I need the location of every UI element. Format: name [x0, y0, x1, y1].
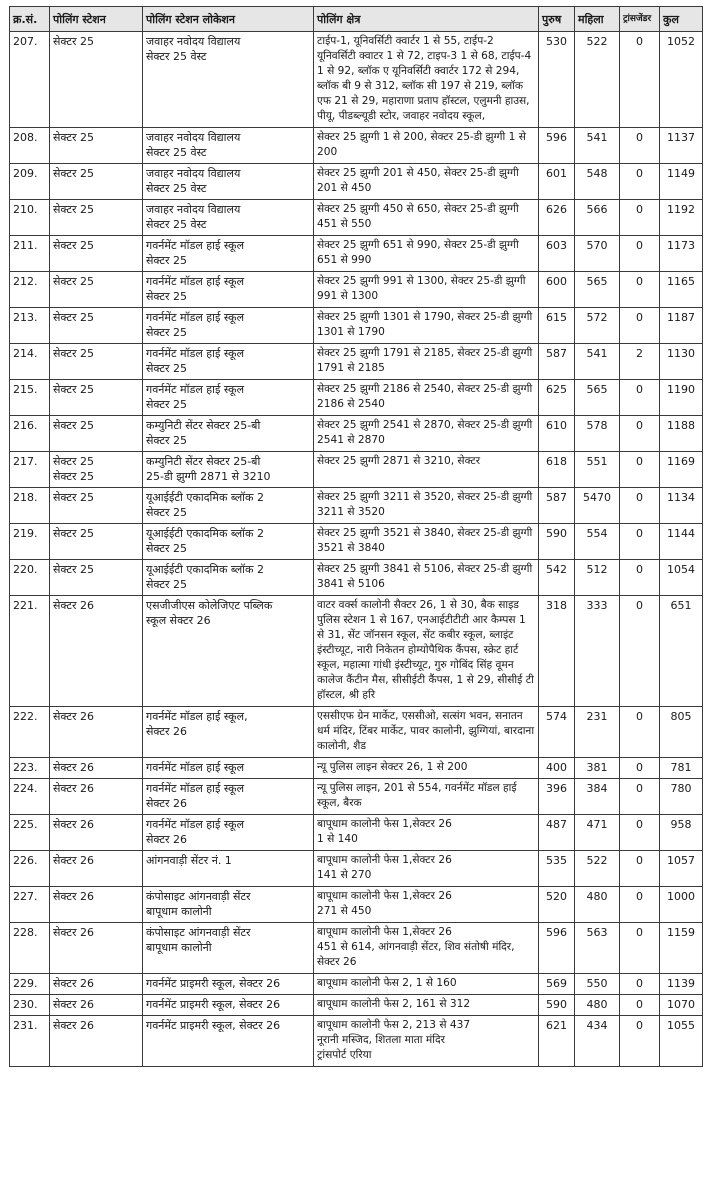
cell-serial: 211.: [10, 236, 50, 272]
cell-total-count: 1130: [660, 344, 703, 380]
cell-transgender-count: 0: [620, 524, 660, 560]
cell-female-count: 572: [575, 308, 620, 344]
cell-transgender-count: 0: [620, 560, 660, 596]
cell-polling-area: सेक्टर 25 झुग्गी 2186 से 2540, सेक्टर 25-डी झुग्गी 2186 से 2540: [314, 380, 539, 416]
cell-transgender-count: 0: [620, 200, 660, 236]
cell-station-location: यूआईईटी एकादमिक ब्लॉक 2 सेक्टर 25: [143, 488, 314, 524]
cell-station-location: कम्युनिटी सेंटर सेक्टर 25-बी सेक्टर 25: [143, 416, 314, 452]
cell-serial: 214.: [10, 344, 50, 380]
cell-male-count: 318: [539, 596, 575, 707]
header-area: पोलिंग क्षेत्र: [314, 7, 539, 32]
cell-male-count: 535: [539, 851, 575, 887]
cell-transgender-count: 0: [620, 488, 660, 524]
cell-polling-area: बापूधाम कालोनी फेस 2, 161 से 312: [314, 995, 539, 1016]
polling-stations-document: [9, 6, 702, 1067]
cell-male-count: 600: [539, 272, 575, 308]
cell-polling-area: सेक्टर 25 झुग्गी 3211 से 3520, सेक्टर 25-डी झुग्गी 3211 से 3520: [314, 488, 539, 524]
cell-male-count: 520: [539, 887, 575, 923]
cell-transgender-count: 0: [620, 995, 660, 1016]
cell-serial: 209.: [10, 164, 50, 200]
cell-serial: 207.: [10, 32, 50, 128]
table-row: [10, 416, 703, 452]
header-station: पोलिंग स्टेशन: [50, 7, 143, 32]
table-row: [10, 887, 703, 923]
cell-transgender-count: 0: [620, 815, 660, 851]
cell-serial: 230.: [10, 995, 50, 1016]
table-row: [10, 560, 703, 596]
cell-male-count: 601: [539, 164, 575, 200]
cell-female-count: 480: [575, 995, 620, 1016]
cell-female-count: 565: [575, 272, 620, 308]
cell-total-count: 1144: [660, 524, 703, 560]
cell-station-location: गवर्नमेंट मॉडल हाई स्कूल सेक्टर 25: [143, 236, 314, 272]
cell-station-location: जवाहर नवोदय विद्यालय सेक्टर 25 वेस्ट: [143, 164, 314, 200]
table-row: [10, 974, 703, 995]
cell-female-count: 554: [575, 524, 620, 560]
cell-polling-station: सेक्टर 25: [50, 524, 143, 560]
table-row: [10, 452, 703, 488]
cell-male-count: 626: [539, 200, 575, 236]
cell-transgender-count: 0: [620, 32, 660, 128]
cell-station-location: गवर्नमेंट मॉडल हाई स्कूल सेक्टर 25: [143, 344, 314, 380]
header-male: पुरुष: [539, 7, 575, 32]
cell-male-count: 621: [539, 1016, 575, 1067]
cell-polling-station: सेक्टर 26: [50, 995, 143, 1016]
cell-serial: 227.: [10, 887, 50, 923]
cell-male-count: 615: [539, 308, 575, 344]
table-row: [10, 200, 703, 236]
cell-station-location: जवाहर नवोदय विद्यालय सेक्टर 25 वेस्ट: [143, 200, 314, 236]
cell-serial: 225.: [10, 815, 50, 851]
cell-total-count: 1070: [660, 995, 703, 1016]
cell-total-count: 780: [660, 779, 703, 815]
table-row: [10, 524, 703, 560]
cell-polling-area: सेक्टर 25 झुग्गी 3521 से 3840, सेक्टर 25-डी झुग्गी 3521 से 3840: [314, 524, 539, 560]
cell-serial: 219.: [10, 524, 50, 560]
cell-polling-area: एससीएफ ग्रेन मार्केट, एससीओ, सत्संग भवन, सनातन धर्म मंदिर, टिंबर मार्केट, पावर कालोनी, झुग्गियां, बारदाना कालोनी, शैड: [314, 707, 539, 758]
cell-male-count: 542: [539, 560, 575, 596]
table-row: [10, 308, 703, 344]
cell-serial: 212.: [10, 272, 50, 308]
cell-transgender-count: 0: [620, 236, 660, 272]
cell-male-count: 400: [539, 758, 575, 779]
cell-polling-station: सेक्टर 25: [50, 272, 143, 308]
cell-polling-area: सेक्टर 25 झुग्गी 3841 से 5106, सेक्टर 25-डी झुग्गी 3841 से 5106: [314, 560, 539, 596]
cell-polling-area: न्यू पुलिस लाइन सेक्टर 26, 1 से 200: [314, 758, 539, 779]
table-row: [10, 707, 703, 758]
cell-total-count: 1169: [660, 452, 703, 488]
cell-serial: 215.: [10, 380, 50, 416]
table-row: [10, 272, 703, 308]
cell-polling-station: सेक्टर 25: [50, 380, 143, 416]
cell-transgender-count: 0: [620, 416, 660, 452]
cell-polling-area: सेक्टर 25 झुग्गी 1301 से 1790, सेक्टर 25-डी झुग्गी 1301 से 1790: [314, 308, 539, 344]
cell-male-count: 625: [539, 380, 575, 416]
cell-polling-area: सेक्टर 25 झुग्गी 1 से 200, सेक्टर 25-डी झुग्गी 1 से 200: [314, 128, 539, 164]
cell-female-count: 480: [575, 887, 620, 923]
cell-male-count: 603: [539, 236, 575, 272]
cell-polling-station: सेक्टर 25: [50, 164, 143, 200]
cell-total-count: 781: [660, 758, 703, 779]
cell-transgender-count: 0: [620, 380, 660, 416]
cell-station-location: गवर्नमेंट मॉडल हाई स्कूल सेक्टर 25: [143, 272, 314, 308]
cell-female-count: 5470: [575, 488, 620, 524]
cell-polling-area: न्यू पुलिस लाइन, 201 से 554, गवर्नमेंट मॉडल हाई स्कूल, बैरक: [314, 779, 539, 815]
table-row: [10, 923, 703, 974]
cell-transgender-count: 0: [620, 779, 660, 815]
table-row: [10, 596, 703, 707]
cell-total-count: 1057: [660, 851, 703, 887]
cell-transgender-count: 0: [620, 452, 660, 488]
cell-transgender-count: 0: [620, 923, 660, 974]
cell-female-count: 541: [575, 128, 620, 164]
table-row: [10, 758, 703, 779]
cell-polling-area: बापूधाम कालोनी फेस 1,सेक्टर 26 451 से 614, आंगनवाड़ी सेंटर, शिव संतोषी मंदिर, सेक्टर 26: [314, 923, 539, 974]
table-row: [10, 236, 703, 272]
cell-polling-station: सेक्टर 25: [50, 128, 143, 164]
cell-female-count: 551: [575, 452, 620, 488]
cell-polling-area: सेक्टर 25 झुग्गी 991 से 1300, सेक्टर 25-डी झुग्गी 991 से 1300: [314, 272, 539, 308]
cell-station-location: यूआईईटी एकादमिक ब्लॉक 2 सेक्टर 25: [143, 524, 314, 560]
cell-serial: 231.: [10, 1016, 50, 1067]
cell-female-count: 231: [575, 707, 620, 758]
cell-station-location: गवर्नमेंट प्राइमरी स्कूल, सेक्टर 26: [143, 995, 314, 1016]
cell-total-count: 1159: [660, 923, 703, 974]
cell-polling-station: सेक्टर 25: [50, 416, 143, 452]
cell-male-count: 596: [539, 923, 575, 974]
cell-total-count: 1173: [660, 236, 703, 272]
cell-station-location: कंपोसाइट आंगनवाड़ी सेंटर बापूधाम कालोनी: [143, 923, 314, 974]
table-row: [10, 164, 703, 200]
cell-station-location: आंगनवाड़ी सेंटर नं. 1: [143, 851, 314, 887]
cell-male-count: 530: [539, 32, 575, 128]
cell-station-location: कंपोसाइट आंगनवाड़ी सेंटर बापूधाम कालोनी: [143, 887, 314, 923]
cell-total-count: 1165: [660, 272, 703, 308]
cell-female-count: 522: [575, 851, 620, 887]
cell-female-count: 512: [575, 560, 620, 596]
cell-station-location: यूआईईटी एकादमिक ब्लॉक 2 सेक्टर 25: [143, 560, 314, 596]
cell-polling-station: सेक्टर 26: [50, 887, 143, 923]
cell-total-count: 651: [660, 596, 703, 707]
table-row: [10, 488, 703, 524]
cell-total-count: 1000: [660, 887, 703, 923]
cell-station-location: गवर्नमेंट प्राइमरी स्कूल, सेक्टर 26: [143, 1016, 314, 1067]
cell-female-count: 384: [575, 779, 620, 815]
cell-polling-station: सेक्टर 25: [50, 200, 143, 236]
cell-serial: 208.: [10, 128, 50, 164]
cell-female-count: 563: [575, 923, 620, 974]
cell-female-count: 541: [575, 344, 620, 380]
cell-transgender-count: 2: [620, 344, 660, 380]
cell-polling-station: सेक्टर 26: [50, 974, 143, 995]
header-sn: क्र.सं.: [10, 7, 50, 32]
cell-male-count: 596: [539, 128, 575, 164]
cell-serial: 221.: [10, 596, 50, 707]
cell-transgender-count: 0: [620, 707, 660, 758]
cell-total-count: 1149: [660, 164, 703, 200]
cell-female-count: 471: [575, 815, 620, 851]
cell-female-count: 570: [575, 236, 620, 272]
cell-polling-area: वाटर वर्क्स कालोनी सैक्टर 26, 1 से 30, बैक साइड पुलिस स्टेशन 1 से 167, एनआईटीटीटी आर कैम्पस 1 से 31, सेंट जॉनसन स्कूल, सेंट कबीर स्कूल, ब्लाइंट इंस्टीच्यूट, नारी निकेतन होम्योपैथिक कैंपस, स्क्रेट हार्ट स्कूल, महात्मा गांधी इंस्टीच्यूट, गुरु गोबिंद सिंह वूमन कालेज कैंटीन मैस, सीसीईटी कैंपस, 1 से 29, सीसीई टी हॉस्टल, श्री हरि: [314, 596, 539, 707]
cell-polling-station: सेक्टर 26: [50, 596, 143, 707]
cell-polling-station: सेक्टर 25: [50, 32, 143, 128]
cell-polling-station: सेक्टर 26: [50, 758, 143, 779]
cell-transgender-count: 0: [620, 596, 660, 707]
cell-station-location: गवर्नमेंट मॉडल हाई स्कूल सेक्टर 26: [143, 779, 314, 815]
cell-polling-station: सेक्टर 25: [50, 308, 143, 344]
cell-station-location: गवर्नमेंट मॉडल हाई स्कूल सेक्टर 25: [143, 308, 314, 344]
table-row: [10, 344, 703, 380]
cell-transgender-count: 0: [620, 974, 660, 995]
cell-total-count: 1190: [660, 380, 703, 416]
cell-transgender-count: 0: [620, 128, 660, 164]
cell-male-count: 587: [539, 344, 575, 380]
cell-female-count: 578: [575, 416, 620, 452]
header-transgender: ट्रांसजेंडर: [620, 7, 660, 32]
cell-female-count: 522: [575, 32, 620, 128]
table-header-row: [10, 7, 703, 32]
cell-polling-area: बापूधाम कालोनी फेस 1,सेक्टर 26 271 से 450: [314, 887, 539, 923]
cell-polling-area: बापूधाम कालोनी फेस 2, 1 से 160: [314, 974, 539, 995]
cell-serial: 223.: [10, 758, 50, 779]
cell-total-count: 1187: [660, 308, 703, 344]
cell-total-count: 1188: [660, 416, 703, 452]
cell-male-count: 569: [539, 974, 575, 995]
cell-male-count: 574: [539, 707, 575, 758]
cell-transgender-count: 0: [620, 851, 660, 887]
cell-total-count: 958: [660, 815, 703, 851]
cell-transgender-count: 0: [620, 272, 660, 308]
cell-female-count: 333: [575, 596, 620, 707]
cell-polling-station: सेक्टर 26: [50, 779, 143, 815]
cell-polling-station: सेक्टर 25: [50, 236, 143, 272]
cell-total-count: 1052: [660, 32, 703, 128]
cell-serial: 228.: [10, 923, 50, 974]
cell-total-count: 1134: [660, 488, 703, 524]
table-row: [10, 851, 703, 887]
cell-female-count: 565: [575, 380, 620, 416]
cell-transgender-count: 0: [620, 308, 660, 344]
cell-polling-area: सेक्टर 25 झुग्गी 2541 से 2870, सेक्टर 25-डी झुग्गी 2541 से 2870: [314, 416, 539, 452]
cell-serial: 220.: [10, 560, 50, 596]
cell-serial: 213.: [10, 308, 50, 344]
cell-total-count: 1139: [660, 974, 703, 995]
table-row: [10, 380, 703, 416]
cell-polling-area: बापूधाम कालोनी फेस 2, 213 से 437 नूरानी मस्जिद, शितला माता मंदिर ट्रांसपोर्ट एरिया: [314, 1016, 539, 1067]
table-row: [10, 995, 703, 1016]
cell-station-location: गवर्नमेंट मॉडल हाई स्कूल सेक्टर 26: [143, 815, 314, 851]
cell-serial: 222.: [10, 707, 50, 758]
cell-male-count: 587: [539, 488, 575, 524]
cell-station-location: गवर्नमेंट मॉडल हाई स्कूल, सेक्टर 26: [143, 707, 314, 758]
cell-serial: 218.: [10, 488, 50, 524]
cell-polling-station: सेक्टर 26: [50, 923, 143, 974]
cell-female-count: 434: [575, 1016, 620, 1067]
cell-male-count: 618: [539, 452, 575, 488]
cell-station-location: गवर्नमेंट मॉडल हाई स्कूल: [143, 758, 314, 779]
cell-serial: 216.: [10, 416, 50, 452]
header-location: पोलिंग स्टेशन लोकेशन: [143, 7, 314, 32]
table-body: [10, 32, 703, 1067]
cell-polling-station: सेक्टर 26: [50, 851, 143, 887]
cell-female-count: 381: [575, 758, 620, 779]
cell-station-location: कम्युनिटी सेंटर सेक्टर 25-बी 25-डी झुग्गी 2871 से 3210: [143, 452, 314, 488]
cell-total-count: 1192: [660, 200, 703, 236]
cell-polling-area: बापूधाम कालोनी फेस 1,सेक्टर 26 1 से 140: [314, 815, 539, 851]
cell-station-location: एसजीजीएस कोलेजिएट पब्लिक स्कूल सेक्टर 26: [143, 596, 314, 707]
polling-stations-table: [9, 6, 703, 1067]
table-row: [10, 815, 703, 851]
cell-polling-area: सेक्टर 25 झुग्गी 201 से 450, सेक्टर 25-डी झुग्गी 201 से 450: [314, 164, 539, 200]
cell-serial: 217.: [10, 452, 50, 488]
table-row: [10, 779, 703, 815]
cell-transgender-count: 0: [620, 1016, 660, 1067]
cell-polling-area: बापूधाम कालोनी फेस 1,सेक्टर 26 141 से 270: [314, 851, 539, 887]
cell-total-count: 1054: [660, 560, 703, 596]
cell-total-count: 1137: [660, 128, 703, 164]
cell-transgender-count: 0: [620, 758, 660, 779]
cell-male-count: 590: [539, 995, 575, 1016]
cell-polling-station: सेक्टर 25 सेक्टर 25: [50, 452, 143, 488]
cell-female-count: 548: [575, 164, 620, 200]
cell-station-location: जवाहर नवोदय विद्यालय सेक्टर 25 वेस्ट: [143, 32, 314, 128]
cell-serial: 229.: [10, 974, 50, 995]
cell-polling-area: सेक्टर 25 झुग्गी 450 से 650, सेक्टर 25-डी झुग्गी 451 से 550: [314, 200, 539, 236]
cell-polling-area: सेक्टर 25 झुग्गी 2871 से 3210, सेक्टर: [314, 452, 539, 488]
header-female: महिला: [575, 7, 620, 32]
cell-male-count: 610: [539, 416, 575, 452]
cell-serial: 224.: [10, 779, 50, 815]
cell-female-count: 566: [575, 200, 620, 236]
table-row: [10, 32, 703, 128]
cell-station-location: गवर्नमेंट प्राइमरी स्कूल, सेक्टर 26: [143, 974, 314, 995]
cell-male-count: 396: [539, 779, 575, 815]
cell-polling-station: सेक्टर 25: [50, 488, 143, 524]
table-row: [10, 1016, 703, 1067]
cell-female-count: 550: [575, 974, 620, 995]
cell-serial: 210.: [10, 200, 50, 236]
cell-total-count: 805: [660, 707, 703, 758]
cell-total-count: 1055: [660, 1016, 703, 1067]
cell-polling-area: टाईप-1, यूनिवर्सिटी क्वार्टर 1 से 55, टाईप-2 यूनिवर्सिटी क्वाटर 1 से 72, टाइप-3 1 से 68, टाईप-4 1 से 92, ब्लॉक ए यूनिवर्सिटी क्वार्टर 172 से 294, ब्लॉक बी 9 से 312, ब्लॉक सी 197 से 219, ब्लॉक एफ 21 से 29, महाराणा प्रताप हॉस्टल, एलुमनी हाउस, पीयू, पीडब्ल्यूडी स्टोर, जवाहर नवोदय स्कूल,: [314, 32, 539, 128]
cell-polling-station: सेक्टर 25: [50, 344, 143, 380]
cell-transgender-count: 0: [620, 887, 660, 923]
cell-polling-station: सेक्टर 25: [50, 560, 143, 596]
cell-station-location: गवर्नमेंट मॉडल हाई स्कूल सेक्टर 25: [143, 380, 314, 416]
cell-polling-station: सेक्टर 26: [50, 815, 143, 851]
cell-polling-area: सेक्टर 25 झुग्गी 1791 से 2185, सेक्टर 25-डी झुग्गी 1791 से 2185: [314, 344, 539, 380]
cell-male-count: 590: [539, 524, 575, 560]
cell-station-location: जवाहर नवोदय विद्यालय सेक्टर 25 वेस्ट: [143, 128, 314, 164]
cell-serial: 226.: [10, 851, 50, 887]
cell-male-count: 487: [539, 815, 575, 851]
cell-polling-station: सेक्टर 26: [50, 707, 143, 758]
cell-polling-area: सेक्टर 25 झुग्गी 651 से 990, सेक्टर 25-डी झुग्गी 651 से 990: [314, 236, 539, 272]
table-row: [10, 128, 703, 164]
cell-transgender-count: 0: [620, 164, 660, 200]
header-total: कुल: [660, 7, 703, 32]
cell-polling-station: सेक्टर 26: [50, 1016, 143, 1067]
